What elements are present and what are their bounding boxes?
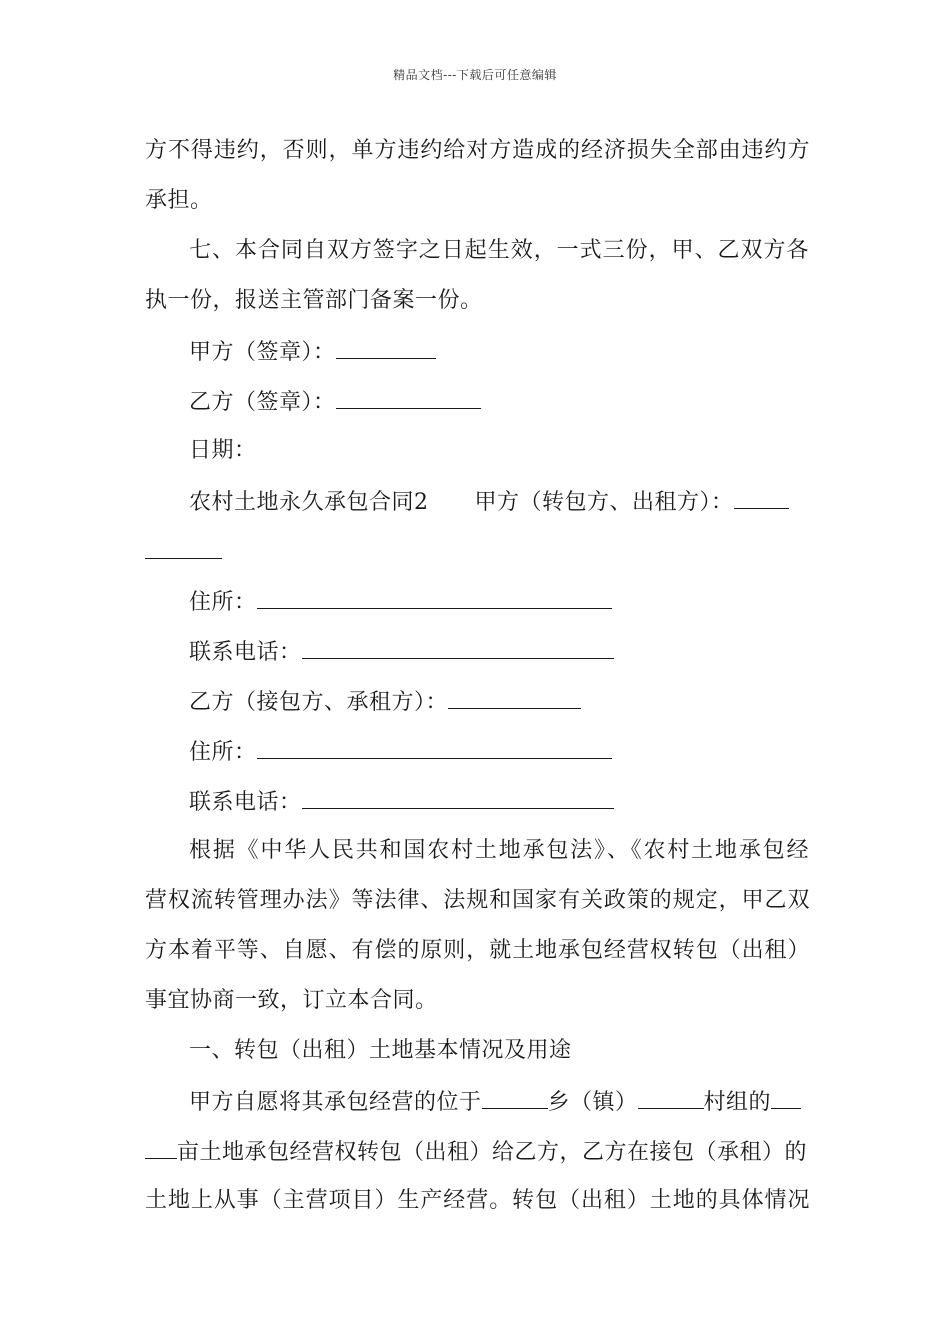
party-a-blank xyxy=(734,486,789,509)
section-heading: 一、转包（出租）土地基本情况及用途 xyxy=(189,1038,572,1063)
party-a-blank xyxy=(145,536,222,559)
phone-label: 联系电话： xyxy=(189,790,302,815)
phone-label: 联系电话： xyxy=(189,640,302,665)
paragraph-line xyxy=(189,1086,809,1118)
party-a-label: 甲方（转包方、出租方）： xyxy=(474,490,734,515)
paragraph-line: 根据《中华人民共和国农村土地承包法》、《农村土地承包经 xyxy=(189,838,809,863)
signature-label: 乙方（签章）： xyxy=(189,390,336,415)
paragraph-line: 土地上从事（主营项目）生产经营。转包（出租）土地的具体情况 xyxy=(145,1188,810,1213)
paragraph-line xyxy=(145,1136,810,1168)
signature-blank xyxy=(336,336,436,359)
party-b-blank xyxy=(448,686,581,709)
paragraph-line: 营权流转管理办法》等法律、法规和国家有关政策的规定，甲乙双 xyxy=(145,888,810,913)
contract-title: 农村土地永久承包合同2 xyxy=(189,490,429,515)
party-b-label: 乙方（接包方、承租方）： xyxy=(189,690,449,715)
phone-blank xyxy=(302,786,614,809)
paragraph-line: 方本着平等、自愿、有偿的原则，就土地承包经营权转包（出租） xyxy=(145,938,810,963)
paragraph-line: 七、本合同自双方签字之日起生效，一式三份，甲、乙双方各 xyxy=(189,238,809,263)
township-blank xyxy=(482,1086,548,1109)
address-blank xyxy=(257,736,612,759)
text-segment: 村组的 xyxy=(703,1090,772,1115)
address-blank xyxy=(257,586,612,609)
party-a-blank-continued xyxy=(145,536,810,568)
text-segment: 亩土地承包经营权转包（出租）给乙方，乙方在接包（承租）的 xyxy=(177,1140,808,1165)
page-header: 精品文档---下载后可任意编辑 xyxy=(393,68,557,82)
village-blank xyxy=(638,1086,704,1109)
paragraph-line: 执一份，报送主管部门备案一份。 xyxy=(145,288,483,313)
text-segment: 甲方自愿将其承包经营的位于 xyxy=(189,1090,482,1115)
date-label: 日期： xyxy=(189,438,257,463)
signature-line-party-a xyxy=(189,336,809,368)
address-label: 住所： xyxy=(189,590,257,615)
contract-title-line xyxy=(189,486,809,518)
address-line-b xyxy=(189,736,809,768)
phone-line-a xyxy=(189,636,809,668)
phone-line-b xyxy=(189,786,809,818)
phone-blank xyxy=(302,636,614,659)
acreage-blank xyxy=(771,1086,801,1109)
paragraph-line: 承担。 xyxy=(145,188,213,213)
paragraph-line: 方不得违约，否则，单方违约给对方造成的经济损失全部由违约方 xyxy=(145,138,810,163)
signature-line-party-b xyxy=(189,386,809,418)
paragraph-line: 事宜协商一致，订立本合同。 xyxy=(145,988,438,1013)
text-segment: 乡（镇） xyxy=(547,1090,638,1115)
signature-blank xyxy=(336,386,481,409)
signature-label: 甲方（签章）： xyxy=(189,340,336,365)
address-line-a xyxy=(189,586,809,618)
address-label: 住所： xyxy=(189,740,257,765)
acreage-blank xyxy=(145,1136,177,1159)
party-b-line xyxy=(189,686,809,718)
